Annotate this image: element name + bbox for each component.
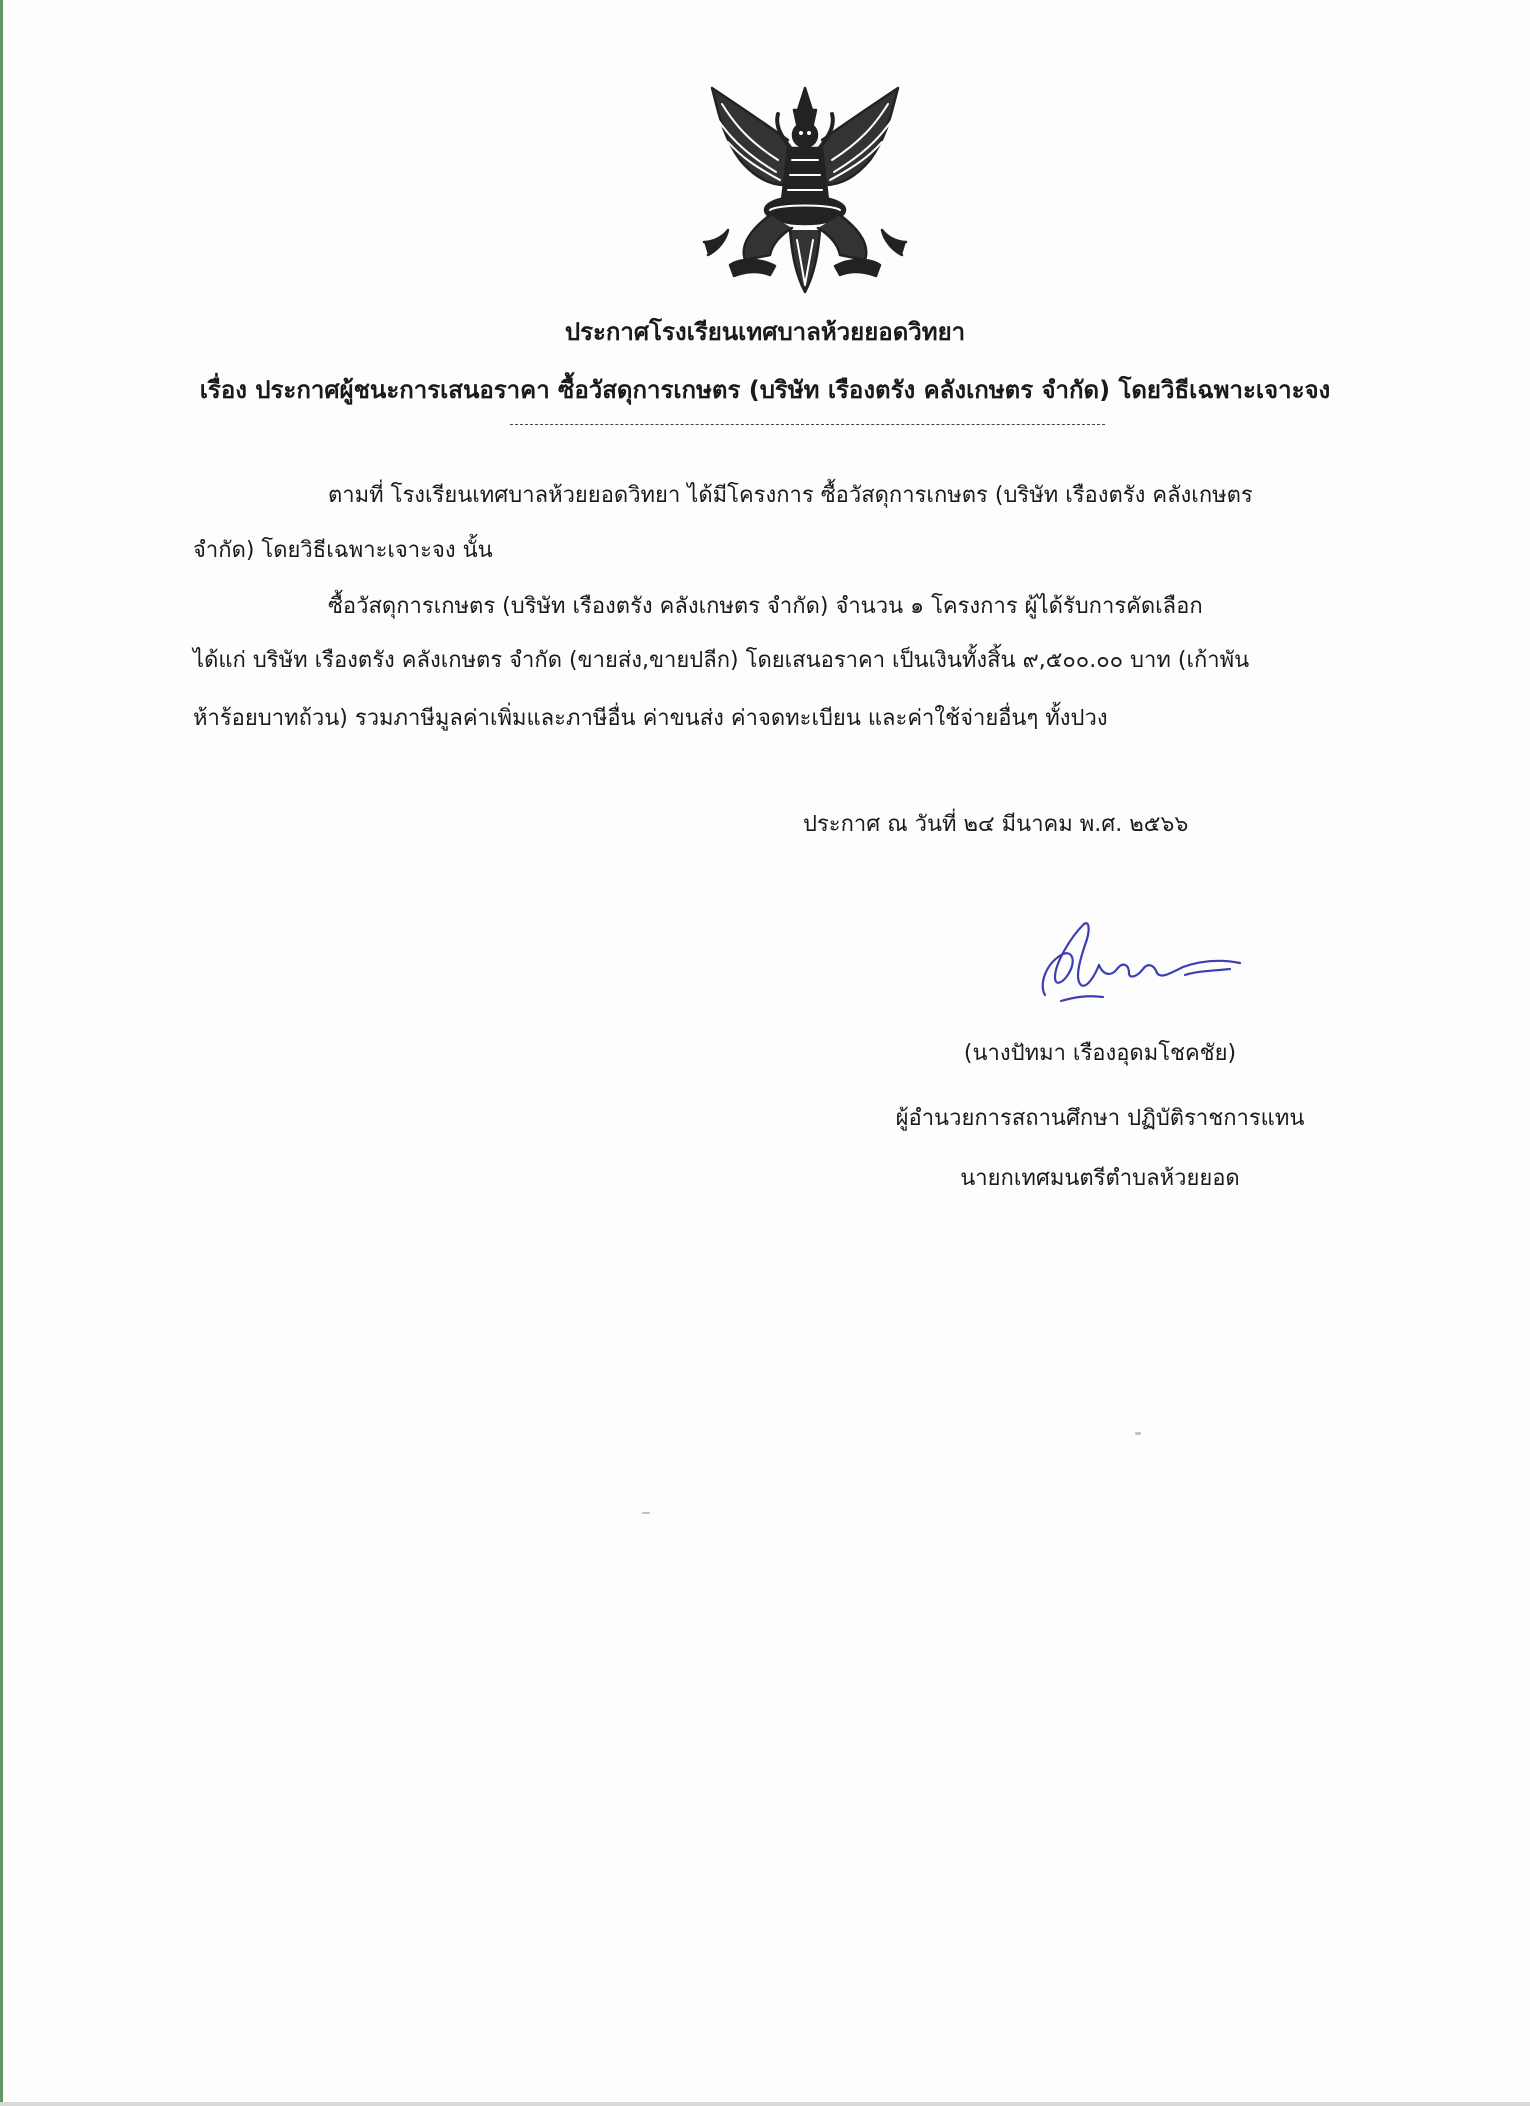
- scan-speck: [642, 1512, 650, 1514]
- announcement-date: ประกาศ ณ วันที่ ๒๔ มีนาคม พ.ศ. ๒๕๖๖: [803, 812, 1189, 837]
- announcement-title: ประกาศโรงเรียนเทศบาลห้วยยอดวิทยา: [564, 318, 966, 346]
- paragraph-2-line-2: ได้แก่ บริษัท เรืองตรัง คลังเกษตร จำกัด (ขายส่ง,ขายปลีก) โดยเสนอราคา เป็นเงินทั้งสิ้น ๙,๕๐๐.๐๐ บาท (เก้าพัน: [193, 648, 1250, 673]
- paragraph-1-line-2: จำกัด) โดยวิธีเฉพาะเจาะจง นั้น: [193, 538, 493, 563]
- scan-edge-bottom: [0, 2102, 1530, 2106]
- paragraph-2-line-3: ห้าร้อยบาทถ้วน) รวมภาษีมูลค่าเพิ่มและภาษีอื่น ค่าขนส่ง ค่าจดทะเบียน และค่าใช้จ่ายอื่นๆ ทั้งปวง: [193, 706, 1108, 731]
- signatory-position-2: นายกเทศมนตรีตำบลห้วยยอด: [960, 1166, 1240, 1191]
- signatory-position-1: ผู้อำนวยการสถานศึกษา ปฏิบัติราชการแทน: [895, 1106, 1305, 1131]
- handwritten-signature-icon: [1025, 915, 1250, 1015]
- garuda-emblem-icon: [700, 80, 910, 300]
- paragraph-2-line-1: ซื้อวัสดุการเกษตร (บริษัท เรืองตรัง คลังเกษตร จำกัด) จำนวน ๑ โครงการ ผู้ได้รับการคัดเลือก: [328, 594, 1203, 619]
- announcement-subject: เรื่อง ประกาศผู้ชนะการเสนอราคา ซื้อวัสดุการเกษตร (บริษัท เรืองตรัง คลังเกษตร จำกัด) โดยวิธีเฉพาะเจาะจง: [199, 376, 1331, 404]
- scan-speck: [1135, 1432, 1141, 1435]
- signatory-name: (นางปัทมา เรืองอุดมโชคชัย): [963, 1041, 1237, 1066]
- title-divider: [510, 424, 1105, 425]
- paragraph-1-line-1: ตามที่ โรงเรียนเทศบาลห้วยยอดวิทยา ได้มีโครงการ ซื้อวัสดุการเกษตร (บริษัท เรืองตรัง คลังเกษตร: [328, 483, 1253, 508]
